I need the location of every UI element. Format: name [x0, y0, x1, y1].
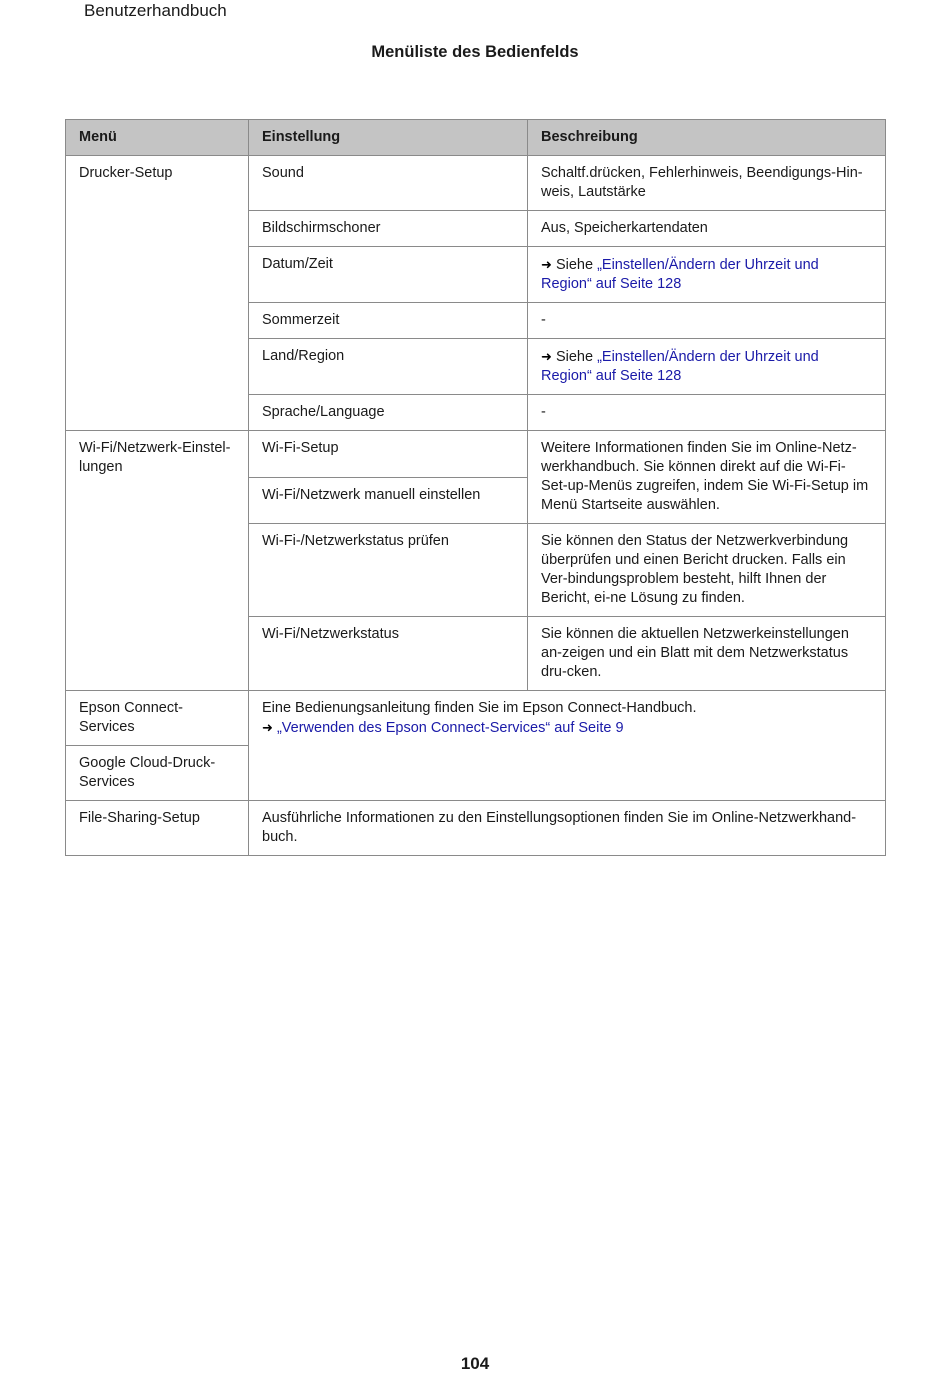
description-cell: Aus, Speicherkartendaten — [528, 211, 886, 247]
description-cell: - — [528, 303, 886, 339]
see-prefix: Siehe — [555, 349, 598, 365]
setting-cell: Sprache/Language — [249, 395, 528, 431]
menu-cell-wifi-netzwerk: Wi-Fi/Netzwerk-Einstel-lungen — [66, 431, 249, 691]
description-cell — [528, 247, 886, 303]
description-cell — [528, 339, 886, 395]
description-cell — [249, 691, 886, 801]
setting-cell: Datum/Zeit — [249, 247, 528, 303]
description-cell: Schaltf.drücken, Fehlerhinweis, Beendigungs-Hin-weis, Lautstärke — [528, 156, 886, 211]
description-cell: Weitere Informationen finden Sie im Online-Netz-werkhandbuch. Sie können direkt auf die Wi-Fi-Set-up-Menüs zugreifen, indem Sie Wi-Fi-Setup im Menü Startseite auswählen. — [528, 431, 886, 524]
setting-cell: Wi-Fi-Setup — [249, 431, 528, 478]
arrow-right-icon: ➜ — [541, 349, 552, 364]
menu-cell-epson-connect: Epson Connect-Services — [66, 691, 249, 746]
table-header-row — [66, 120, 886, 156]
setting-cell: Wi-Fi/Netzwerkstatus — [249, 617, 528, 691]
table-row — [66, 156, 886, 211]
arrow-right-icon: ➜ — [262, 720, 273, 735]
description-cell: - — [528, 395, 886, 431]
cross-reference-link-datum-zeit[interactable]: „Einstellen/Ändern der Uhrzeit und Region“ auf Seite 128 — [541, 257, 819, 292]
table-row — [66, 801, 886, 856]
menu-cell-drucker-setup: Drucker-Setup — [66, 156, 249, 431]
column-header-menu: Menü — [66, 120, 249, 156]
document-header-title: Benutzerhandbuch — [84, 1, 227, 20]
see-prefix: Siehe — [555, 257, 598, 273]
page-number: 104 — [460, 1354, 490, 1373]
setting-cell: Wi-Fi-/Netzwerkstatus prüfen — [249, 524, 528, 617]
description-cell: Sie können die aktuellen Netzwerkeinstellungen an-zeigen und ein Blatt mit dem Netzwerkstatus dru-cken. — [528, 617, 886, 691]
column-header-description: Beschreibung — [528, 120, 886, 156]
menu-table — [65, 119, 886, 856]
menu-cell-google-cloud: Google Cloud-Druck-Services — [66, 746, 249, 801]
setting-cell: Sound — [249, 156, 528, 211]
cloud-description-text: Eine Bedienungsanleitung finden Sie im Epson Connect-Handbuch. — [262, 700, 697, 716]
column-header-setting: Einstellung — [249, 120, 528, 156]
table-row — [66, 691, 886, 746]
setting-cell: Land/Region — [249, 339, 528, 395]
setting-cell: Bildschirmschoner — [249, 211, 528, 247]
setting-cell: Sommerzeit — [249, 303, 528, 339]
section-title: Menüliste des Bedienfelds — [371, 43, 579, 61]
cross-reference-link-epson-connect[interactable]: „Verwenden des Epson Connect-Services“ auf Seite 9 — [276, 720, 624, 736]
table-row — [66, 431, 886, 478]
cross-reference-link-land-region[interactable]: „Einstellen/Ändern der Uhrzeit und Region“ auf Seite 128 — [541, 349, 819, 384]
menu-cell-file-sharing: File-Sharing-Setup — [66, 801, 249, 856]
setting-cell: Wi-Fi/Netzwerk manuell einstellen — [249, 477, 528, 524]
arrow-right-icon: ➜ — [541, 257, 552, 272]
description-cell: Sie können den Status der Netzwerkverbindung überprüfen und einen Bericht drucken. Falls ein Ver-bindungsproblem besteht, hilft Ihnen der Bericht, ei-ne Lösung zu finden. — [528, 524, 886, 617]
description-cell: Ausführliche Informationen zu den Einstellungsoptionen finden Sie im Online-Netzwerkhand-buch. — [249, 801, 886, 856]
